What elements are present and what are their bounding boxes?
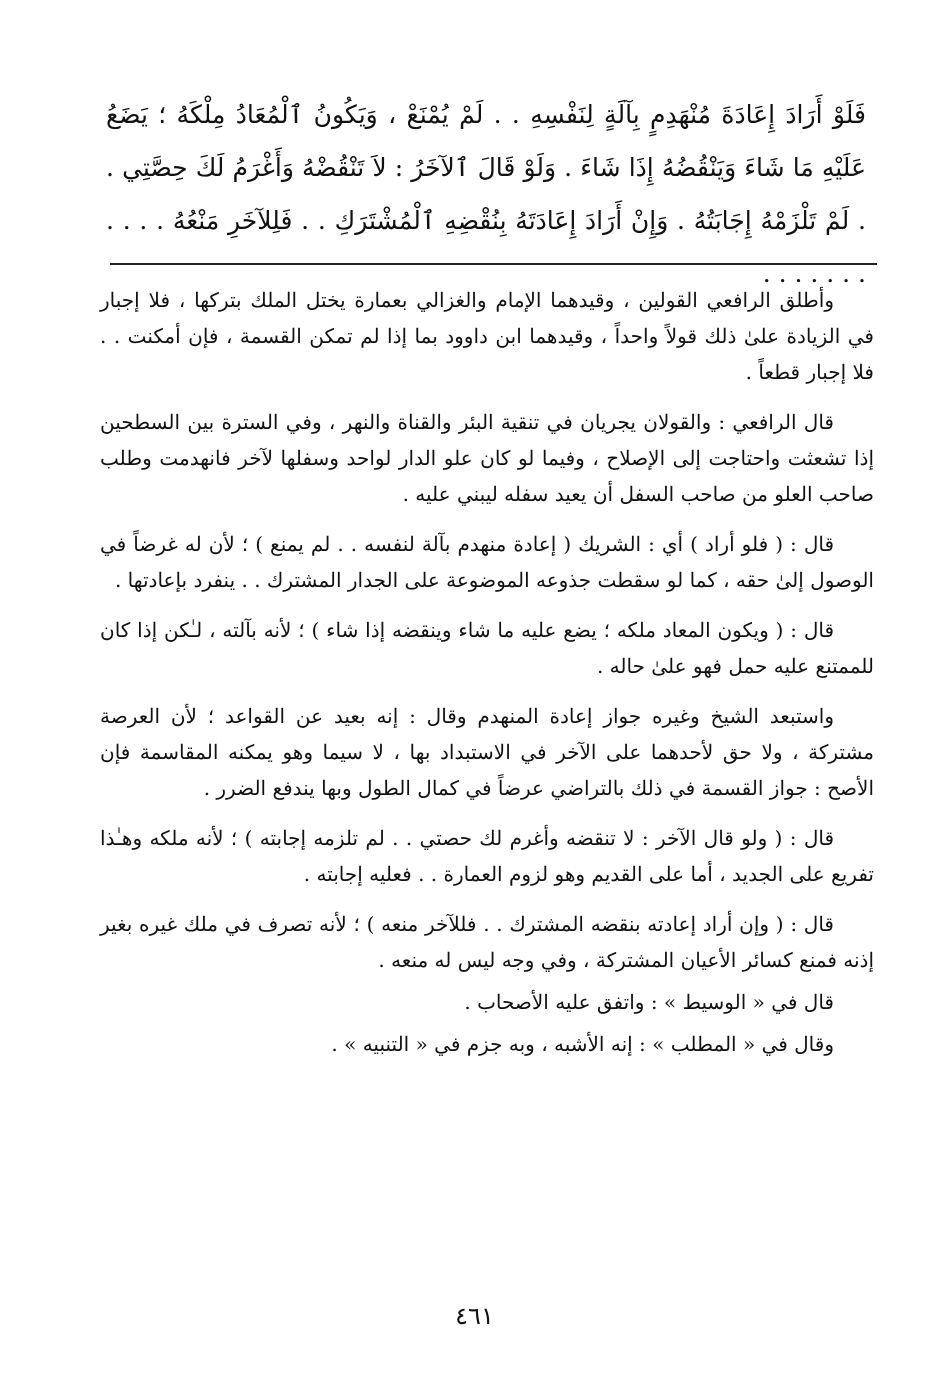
commentary-paragraph: وأطلق الرافعي القولين ، وقيدهما الإمام والغزالي بعمارة يختل الملك بتركها ، فلا إجبار في الزيادة علىٰ ذلك قولاً واحداً ، وقيدهما ابن داوود بما إذا لم تمكن القسمة ، فإن أمكنت . . فلا إجبار قطعاً . — [100, 288, 874, 384]
commentary-paragraph: واستبعد الشيخ وغيره جواز إعادة المنهدم وقال : إنه بعيد عن القواعد ؛ لأن العرصة مشتركة ، ولا حق لأحدهما على الآخر في الاستبداد بها ، لا سيما وهو يمكنه المقاسمة فإن الأصح : جواز القسمة في ذلك بالتراضي عرضاً في كمال الطول وبها يندفع الضرر . — [100, 704, 874, 800]
commentary-paragraph: قال : ( وإن أراد إعادته بنقضه المشترك . . فللآخر منعه ) ؛ لأنه تصرف في ملك غيره بغير إذنه فمنع كسائر الأعيان المشتركة ، وفي وجه ليس له منعه . — [100, 912, 874, 972]
separator-line — [110, 263, 877, 265]
commentary-paragraph: قال في « الوسيط » : واتفق عليه الأصحاب . — [464, 990, 834, 1014]
page-number: ٤٦١ — [455, 1302, 494, 1330]
commentary-paragraph: قال : ( ولو قال الآخر : لا تنقضه وأغرم لك حصتي . . لم تلزمه إجابته ) ؛ لأنه ملكه وهـٰذا تفريع على الجديد ، أما على القديم وهو لزوم العمارة . . فعليه إجابته . — [100, 826, 874, 886]
commentary-paragraph: وقال في « المطلب » : إنه الأشبه ، وبه جزم في « التنبيه » . — [331, 1032, 834, 1056]
commentary-text — [100, 282, 874, 1068]
main-text-matn: فَلَوْ أَرَادَ إِعَادَةَ مُنْهَدِمٍ بِآلَةٍ لِنَفْسِهِ . . لَمْ يُمْنَعْ ، وَيَكُونُ ٱلْمُعَادُ مِلْكَهُ ؛ يَضَعُ عَلَيْهِ مَا شَاءَ وَيَنْقُضُهُ إِذَا شَاءَ . وَلَوْ قَالَ ٱلآخَرُ : لاَ تَنْقُضْهُ وَأَغْرَمُ لَكَ حِصَّتِي . . لَمْ تَلْزَمْهُ إِجَابَتُهُ . وَإِنْ أَرَادَ إِعَادَتَهُ بِنُقْضِهِ ٱلْمُشْتَرَكِ . . فَلِلآخَرِ مَنْعُهُ . . . . . . . . . . . — [106, 100, 866, 288]
commentary-paragraph: قال : ( فلو أراد ) أي : الشريك ( إعادة منهدم بآلة لنفسه . . لم يمنع ) ؛ لأن له غرضاً في الوصول إلىٰ حقه ، كما لو سقطت جذوعه الموضوعة على الجدار المشترك . . ينفرد بإعادتها . — [100, 532, 874, 592]
commentary-paragraph: قال الرافعي : والقولان يجريان في تنقية البئر والقناة والنهر ، وفي السترة بين السطحين إذا تشعثت واحتاجت إلى الإصلاح ، وفيما لو كان علو الدار لواحد وسفلها لآخر فانهدمت وطلب صاحب العلو من صاحب السفل أن يعيد سفله ليبني عليه . — [100, 410, 874, 506]
commentary-paragraph: قال : ( ويكون المعاد ملكه ؛ يضع عليه ما شاء وينقضه إذا شاء ) ؛ لأنه بآلته ، لـٰكن إذا كان للممتنع عليه حمل فهو علىٰ حاله . — [100, 618, 874, 678]
